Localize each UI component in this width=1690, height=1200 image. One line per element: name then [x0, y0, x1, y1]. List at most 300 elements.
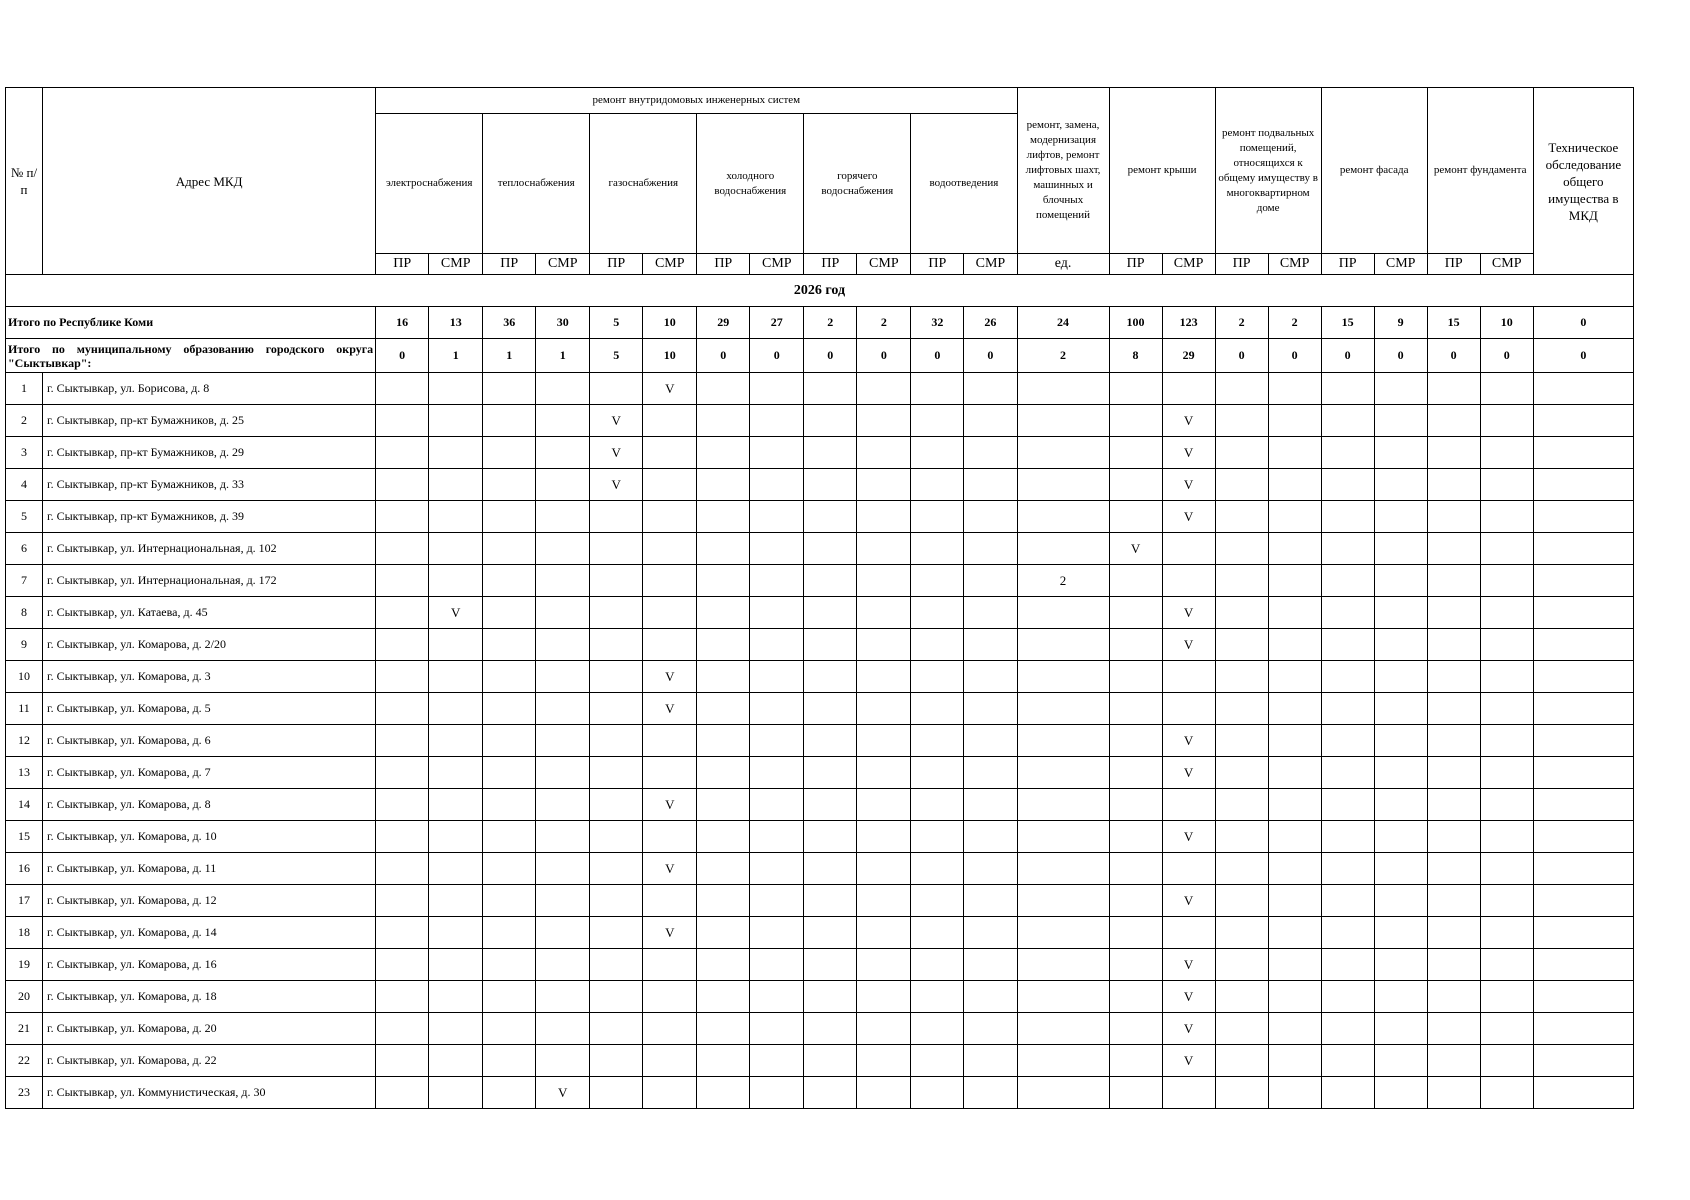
row-cell — [1109, 821, 1162, 853]
total-cell: 26 — [964, 307, 1017, 339]
row-cell: V — [1162, 597, 1215, 629]
row-address: г. Сыктывкар, ул. Комарова, д. 2/20 — [43, 629, 376, 661]
row-cell — [1374, 373, 1427, 405]
row-cell — [1017, 725, 1109, 757]
row-cell — [1533, 661, 1633, 693]
table-row — [6, 949, 1634, 981]
total-cell: 1 — [483, 339, 536, 373]
row-cell — [536, 949, 590, 981]
row-cell — [964, 853, 1017, 885]
row-cell — [697, 917, 750, 949]
row-cell: V — [1162, 405, 1215, 437]
pr-subheader: ПР — [911, 254, 964, 275]
row-cell — [1427, 1045, 1480, 1077]
row-cell — [857, 981, 911, 1013]
row-cell — [1215, 757, 1268, 789]
row-cell — [1268, 853, 1321, 885]
facade-header: ремонт фасада — [1321, 88, 1427, 254]
row-cell — [857, 1045, 911, 1077]
row-cell — [1268, 373, 1321, 405]
row-cell — [750, 501, 804, 533]
row-cell — [750, 661, 804, 693]
row-cell — [429, 1077, 483, 1109]
row-cell — [376, 885, 429, 917]
pr-subheader: ПР — [376, 254, 429, 275]
row-cell — [1533, 885, 1633, 917]
table-row — [6, 1077, 1634, 1109]
row-cell — [483, 629, 536, 661]
row-cell — [1268, 597, 1321, 629]
row-cell — [590, 501, 643, 533]
row-cell — [1215, 501, 1268, 533]
row-cell — [857, 821, 911, 853]
row-cell — [1268, 501, 1321, 533]
row-address: г. Сыктывкар, ул. Комарова, д. 12 — [43, 885, 376, 917]
row-cell — [1109, 405, 1162, 437]
table-row — [6, 629, 1634, 661]
total-cell: 2 — [804, 307, 857, 339]
row-cell — [1268, 629, 1321, 661]
row-cell — [1480, 373, 1533, 405]
row-cell — [1109, 565, 1162, 597]
row-cell — [1533, 597, 1633, 629]
row-cell — [429, 629, 483, 661]
row-cell — [1374, 565, 1427, 597]
row-cell — [1109, 917, 1162, 949]
row-cell — [911, 725, 964, 757]
row-cell — [911, 949, 964, 981]
row-number: 5 — [6, 501, 43, 533]
row-cell — [750, 885, 804, 917]
row-cell — [1215, 533, 1268, 565]
row-cell — [804, 437, 857, 469]
row-cell — [857, 693, 911, 725]
row-cell — [911, 1013, 964, 1045]
row-cell: V — [1162, 725, 1215, 757]
row-cell — [536, 789, 590, 821]
unit-subheader: ед. — [1017, 254, 1109, 275]
row-cell — [1427, 1013, 1480, 1045]
row-cell — [536, 757, 590, 789]
row-cell — [643, 949, 697, 981]
row-cell — [483, 949, 536, 981]
row-cell — [1374, 725, 1427, 757]
row-cell — [1162, 1077, 1215, 1109]
row-cell — [964, 501, 1017, 533]
row-cell — [750, 725, 804, 757]
row-cell — [1374, 405, 1427, 437]
row-cell — [429, 373, 483, 405]
row-cell — [1321, 725, 1374, 757]
row-cell — [429, 661, 483, 693]
row-cell — [911, 885, 964, 917]
row-cell — [1321, 917, 1374, 949]
row-cell — [429, 469, 483, 501]
row-cell — [1109, 1077, 1162, 1109]
row-cell — [1109, 949, 1162, 981]
row-cell — [376, 565, 429, 597]
row-cell — [697, 373, 750, 405]
total-cell: 9 — [1374, 307, 1427, 339]
row-cell — [1109, 981, 1162, 1013]
row-cell — [429, 437, 483, 469]
row-cell — [376, 917, 429, 949]
table-row — [6, 693, 1634, 725]
row-cell — [1321, 629, 1374, 661]
row-cell — [1017, 469, 1109, 501]
row-cell — [643, 629, 697, 661]
row-cell — [590, 757, 643, 789]
row-cell — [1321, 789, 1374, 821]
row-cell — [804, 1013, 857, 1045]
row-cell — [804, 501, 857, 533]
row-cell — [536, 821, 590, 853]
row-cell: V — [1162, 821, 1215, 853]
row-cell — [429, 949, 483, 981]
row-cell — [1215, 981, 1268, 1013]
row-cell — [1374, 1045, 1427, 1077]
row-number: 23 — [6, 1077, 43, 1109]
row-cell — [1017, 629, 1109, 661]
row-cell — [804, 853, 857, 885]
table-row — [6, 597, 1634, 629]
row-cell: V — [643, 693, 697, 725]
row-cell — [536, 629, 590, 661]
total-cell: 10 — [1480, 307, 1533, 339]
row-cell: V — [1162, 981, 1215, 1013]
row-number: 4 — [6, 469, 43, 501]
total-cell: 0 — [697, 339, 750, 373]
row-cell — [857, 853, 911, 885]
row-cell — [1268, 565, 1321, 597]
row-cell — [536, 853, 590, 885]
row-cell — [1480, 789, 1533, 821]
row-cell — [376, 949, 429, 981]
row-cell — [964, 597, 1017, 629]
row-cell — [964, 1077, 1017, 1109]
row-number: 13 — [6, 757, 43, 789]
row-cell — [804, 885, 857, 917]
row-cell — [1533, 757, 1633, 789]
row-cell — [911, 373, 964, 405]
row-address: г. Сыктывкар, пр-кт Бумажников, д. 25 — [43, 405, 376, 437]
row-cell — [857, 565, 911, 597]
row-cell: V — [1162, 949, 1215, 981]
row-cell — [1374, 629, 1427, 661]
row-cell — [1017, 917, 1109, 949]
row-cell — [483, 981, 536, 1013]
total-cell: 2 — [857, 307, 911, 339]
table-row — [6, 565, 1634, 597]
row-cell — [857, 597, 911, 629]
row-cell — [1017, 437, 1109, 469]
row-cell — [643, 885, 697, 917]
row-cell — [536, 597, 590, 629]
row-cell — [1017, 1045, 1109, 1077]
row-cell — [483, 821, 536, 853]
row-cell — [804, 597, 857, 629]
row-cell — [1427, 789, 1480, 821]
row-cell — [1215, 853, 1268, 885]
row-cell — [697, 501, 750, 533]
row-cell — [911, 437, 964, 469]
row-cell: V — [1162, 501, 1215, 533]
row-cell — [1268, 981, 1321, 1013]
row-number: 18 — [6, 917, 43, 949]
row-cell — [1109, 693, 1162, 725]
row-cell — [1321, 821, 1374, 853]
table-row — [6, 821, 1634, 853]
basement-header: ремонт подвальных помещений, относящихся к общему имуществу в многоквартирном доме — [1215, 88, 1321, 254]
row-cell — [590, 629, 643, 661]
row-cell — [1215, 1045, 1268, 1077]
total-cell: 100 — [1109, 307, 1162, 339]
smr-subheader: СМР — [857, 254, 911, 275]
row-cell — [590, 533, 643, 565]
row-cell — [804, 789, 857, 821]
row-cell — [1533, 629, 1633, 661]
row-cell: V — [643, 853, 697, 885]
row-cell: V — [590, 437, 643, 469]
row-number: 15 — [6, 821, 43, 853]
row-cell — [750, 757, 804, 789]
row-cell — [1480, 533, 1533, 565]
row-cell — [1480, 469, 1533, 501]
row-cell — [911, 405, 964, 437]
row-cell: V — [643, 661, 697, 693]
row-cell — [1427, 565, 1480, 597]
row-number: 16 — [6, 853, 43, 885]
row-number: 6 — [6, 533, 43, 565]
row-cell — [1480, 693, 1533, 725]
row-cell — [1480, 597, 1533, 629]
row-cell — [857, 437, 911, 469]
table-row — [6, 437, 1634, 469]
total-cell: 5 — [590, 307, 643, 339]
row-cell — [1321, 981, 1374, 1013]
engineering-systems-header: ремонт внутридомовых инженерных систем — [376, 88, 1017, 114]
smr-subheader: СМР — [643, 254, 697, 275]
row-number: 12 — [6, 725, 43, 757]
total-cell: 32 — [911, 307, 964, 339]
row-cell — [750, 1045, 804, 1077]
row-cell — [1017, 821, 1109, 853]
row-cell — [857, 533, 911, 565]
row-cell — [1268, 693, 1321, 725]
row-cell — [376, 629, 429, 661]
total-cell: 36 — [483, 307, 536, 339]
row-cell — [1268, 821, 1321, 853]
row-cell — [1374, 661, 1427, 693]
row-cell — [1533, 533, 1633, 565]
pr-subheader: ПР — [1321, 254, 1374, 275]
row-cell — [376, 437, 429, 469]
row-cell — [536, 533, 590, 565]
row-cell — [590, 597, 643, 629]
row-cell — [857, 949, 911, 981]
row-cell — [590, 1013, 643, 1045]
row-cell — [1321, 1013, 1374, 1045]
address-header: Адрес МКД — [43, 88, 376, 275]
total-cell: 0 — [1215, 339, 1268, 373]
pr-subheader: ПР — [697, 254, 750, 275]
row-cell — [1480, 853, 1533, 885]
row-cell — [1109, 501, 1162, 533]
row-cell — [750, 597, 804, 629]
row-cell — [536, 661, 590, 693]
row-cell — [1109, 1045, 1162, 1077]
total-cell: 0 — [1268, 339, 1321, 373]
row-cell — [1427, 629, 1480, 661]
total-label: Итого по муниципальному образованию городского округа "Сыктывкар": — [6, 339, 376, 373]
row-cell — [804, 1077, 857, 1109]
total-cell: 0 — [1480, 339, 1533, 373]
row-number: 11 — [6, 693, 43, 725]
row-cell — [1017, 373, 1109, 405]
row-number: 19 — [6, 949, 43, 981]
row-cell — [1427, 405, 1480, 437]
row-cell — [1480, 821, 1533, 853]
row-cell — [697, 821, 750, 853]
row-cell — [1268, 1045, 1321, 1077]
row-cell — [643, 501, 697, 533]
row-cell — [1215, 437, 1268, 469]
row-cell — [590, 853, 643, 885]
row-number: 7 — [6, 565, 43, 597]
row-cell — [964, 693, 1017, 725]
total-cell: 16 — [376, 307, 429, 339]
row-cell — [1162, 373, 1215, 405]
table-row — [6, 533, 1634, 565]
row-cell — [429, 885, 483, 917]
row-address: г. Сыктывкар, ул. Комарова, д. 8 — [43, 789, 376, 821]
row-cell — [804, 981, 857, 1013]
row-cell: 2 — [1017, 565, 1109, 597]
row-cell — [429, 789, 483, 821]
row-cell — [1268, 757, 1321, 789]
row-cell — [1109, 853, 1162, 885]
row-cell: V — [429, 597, 483, 629]
row-cell — [483, 597, 536, 629]
row-address: г. Сыктывкар, ул. Комарова, д. 3 — [43, 661, 376, 693]
row-cell — [1215, 885, 1268, 917]
row-cell — [697, 789, 750, 821]
row-cell — [1268, 405, 1321, 437]
row-cell — [429, 981, 483, 1013]
row-cell — [1374, 693, 1427, 725]
row-cell — [1374, 501, 1427, 533]
total-cell: 13 — [429, 307, 483, 339]
row-cell — [911, 597, 964, 629]
row-cell — [1017, 789, 1109, 821]
row-cell — [857, 373, 911, 405]
row-address: г. Сыктывкар, ул. Комарова, д. 20 — [43, 1013, 376, 1045]
row-cell — [750, 437, 804, 469]
row-cell — [964, 757, 1017, 789]
row-cell — [804, 757, 857, 789]
row-cell — [1215, 693, 1268, 725]
row-cell — [697, 597, 750, 629]
row-cell — [1480, 437, 1533, 469]
row-cell — [1109, 885, 1162, 917]
row-cell — [1427, 597, 1480, 629]
row-cell — [1017, 757, 1109, 789]
row-cell — [911, 629, 964, 661]
row-cell — [1533, 501, 1633, 533]
row-cell — [804, 1045, 857, 1077]
row-cell — [1533, 853, 1633, 885]
row-address: г. Сыктывкар, пр-кт Бумажников, д. 29 — [43, 437, 376, 469]
row-cell — [536, 917, 590, 949]
row-cell — [1109, 661, 1162, 693]
row-address: г. Сыктывкар, ул. Комарова, д. 14 — [43, 917, 376, 949]
row-cell — [1268, 1077, 1321, 1109]
table-row — [6, 789, 1634, 821]
row-cell — [376, 501, 429, 533]
total-cell: 0 — [1533, 307, 1633, 339]
total-cell: 0 — [750, 339, 804, 373]
row-cell — [964, 565, 1017, 597]
inspection-header: Техническое обследование общего имущества в МКД — [1533, 88, 1633, 275]
row-cell — [429, 821, 483, 853]
row-cell — [536, 373, 590, 405]
row-cell — [1017, 981, 1109, 1013]
row-cell — [750, 565, 804, 597]
row-cell — [1427, 501, 1480, 533]
row-cell — [429, 1045, 483, 1077]
total-cell: 29 — [1162, 339, 1215, 373]
row-cell — [1374, 1077, 1427, 1109]
row-cell — [804, 661, 857, 693]
smr-subheader: СМР — [536, 254, 590, 275]
row-address: г. Сыктывкар, ул. Борисова, д. 8 — [43, 373, 376, 405]
row-cell: V — [643, 917, 697, 949]
row-cell: V — [1162, 437, 1215, 469]
row-cell — [1321, 597, 1374, 629]
row-cell — [964, 661, 1017, 693]
row-number: 20 — [6, 981, 43, 1013]
row-cell — [1427, 373, 1480, 405]
row-cell — [804, 693, 857, 725]
row-cell — [964, 469, 1017, 501]
row-cell — [750, 373, 804, 405]
smr-subheader: СМР — [964, 254, 1017, 275]
row-cell — [804, 917, 857, 949]
row-cell — [483, 469, 536, 501]
row-address: г. Сыктывкар, ул. Комарова, д. 22 — [43, 1045, 376, 1077]
row-cell — [697, 533, 750, 565]
row-cell — [1215, 405, 1268, 437]
smr-subheader: СМР — [1374, 254, 1427, 275]
row-cell — [590, 693, 643, 725]
row-cell — [376, 405, 429, 437]
total-cell: 0 — [1533, 339, 1633, 373]
total-cell: 1 — [429, 339, 483, 373]
row-cell — [590, 1077, 643, 1109]
total-republic-row — [6, 307, 1634, 339]
row-address: г. Сыктывкар, ул. Интернациональная, д. 102 — [43, 533, 376, 565]
total-cell: 10 — [643, 307, 697, 339]
row-cell — [911, 565, 964, 597]
row-cell — [1533, 1077, 1633, 1109]
row-cell — [1268, 885, 1321, 917]
row-cell — [643, 533, 697, 565]
row-cell — [1480, 1077, 1533, 1109]
row-cell — [697, 981, 750, 1013]
row-cell — [536, 501, 590, 533]
row-cell — [590, 821, 643, 853]
row-address: г. Сыктывкар, ул. Комарова, д. 11 — [43, 853, 376, 885]
